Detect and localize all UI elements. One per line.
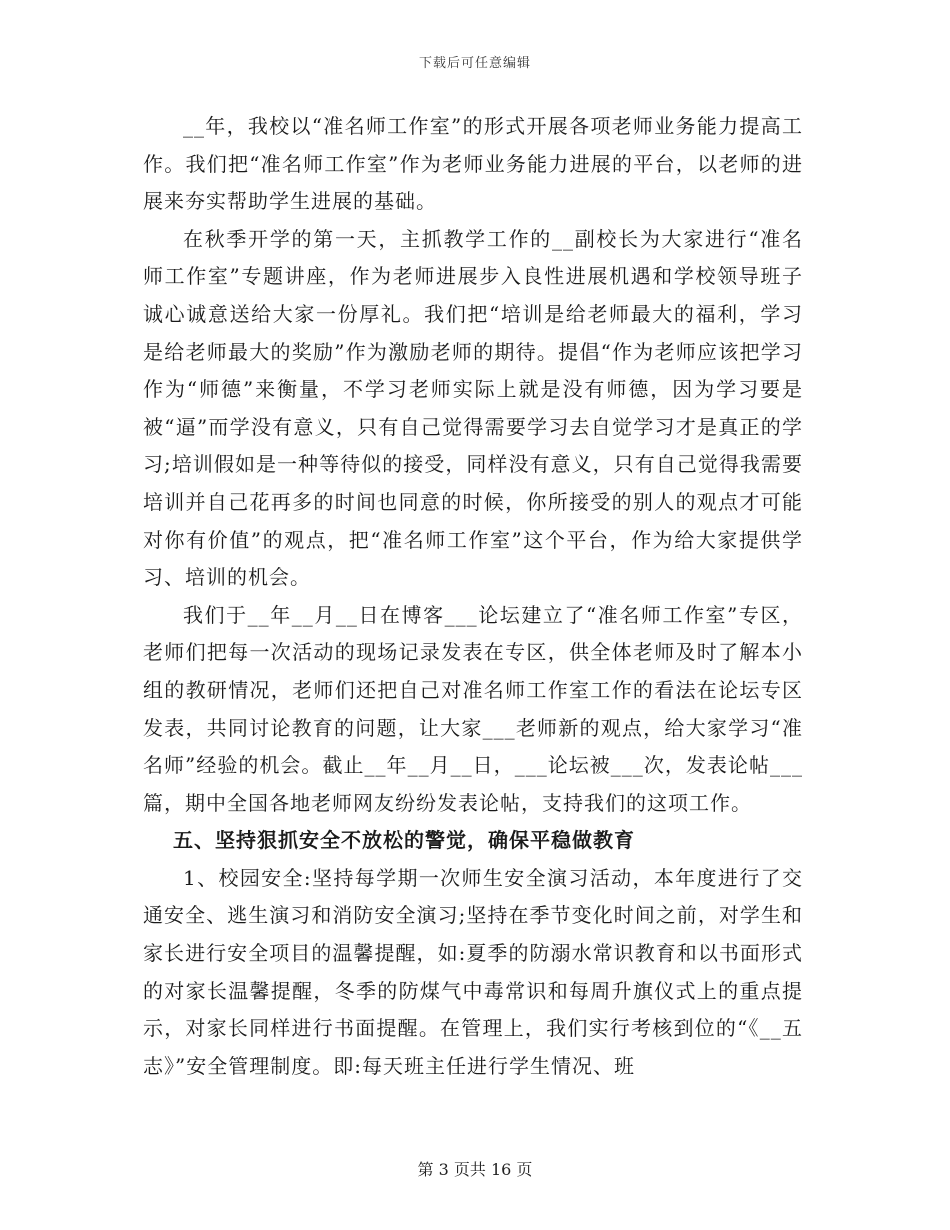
paragraph-1: __年，我校以“准名师工作室”的形式开展各项老师业务能力提高工作。我们把“准名师工作室”作为老师业务能力进展的平台，以老师的进展来夯实帮助学生进展的基础。: [143, 114, 803, 214]
paragraph-3: 我们于__年__月__日在博客___论坛建立了“准名师工作室”专区，老师们把每一次活动的现场记录发表在专区，供全体老师及时了解本小组的教研情况，老师们还把自己对准名师工作室工作的看法在论坛专区发表，共同讨论教育的问题，让大家___老师新的观点，给大家学习“准名师”经验的机会。截止__年__月__日，___论坛被___次，发表论帖___篇，期中全国各地老师网友纷纷发表论帖，支持我们的这项工作。: [143, 602, 803, 815]
section-heading: 五、坚持狠抓安全不放松的警觉，确保平稳做教育: [173, 828, 635, 853]
paragraph-4: 1、校园安全:坚持每学期一次师生安全演习活动，本年度进行了交通安全、逃生演习和消防安全演习;坚持在季节变化时间之前，对学生和家长进行安全项目的温馨提醒，如:夏季的防溺水常识教育和以书面形式的对家长温馨提醒，冬季的防煤气中毒常识和每周升旗仪式上的重点提示，对家长同样进行书面提醒。在管理上，我们实行考核到位的“《__五志》”安全管理制度。即:每天班主任进行学生情况、班: [143, 865, 803, 1078]
document-body: [143, 108, 803, 1085]
page-header-note: 下载后可任意编辑: [418, 56, 531, 71]
page-number: 第 3 页共 16 页: [417, 1160, 533, 1179]
paragraph-2: 在秋季开学的第一天，主抓教学工作的__副校长为大家进行“准名师工作室”专题讲座，作为老师进展步入良性进展机遇和学校领导班子诚心诚意送给大家一份厚礼。我们把“培训是给老师最大的福利，学习是给老师最大的奖励”作为激励老师的期待。提倡“作为老师应该把学习作为“师德”来衡量，不学习老师实际上就是没有师德，因为学习要是被“逼”而学没有意义，只有自己觉得需要学习去自觉学习才是真正的学习;培训假如是一种等待似的接受，同样没有意义，只有自己觉得我需要培训并自己花再多的时间也同意的时候，你所接受的别人的观点才可能对你有价值”的观点，把“准名师工作室”这个平台，作为给大家提供学习、培训的机会。: [143, 226, 803, 590]
